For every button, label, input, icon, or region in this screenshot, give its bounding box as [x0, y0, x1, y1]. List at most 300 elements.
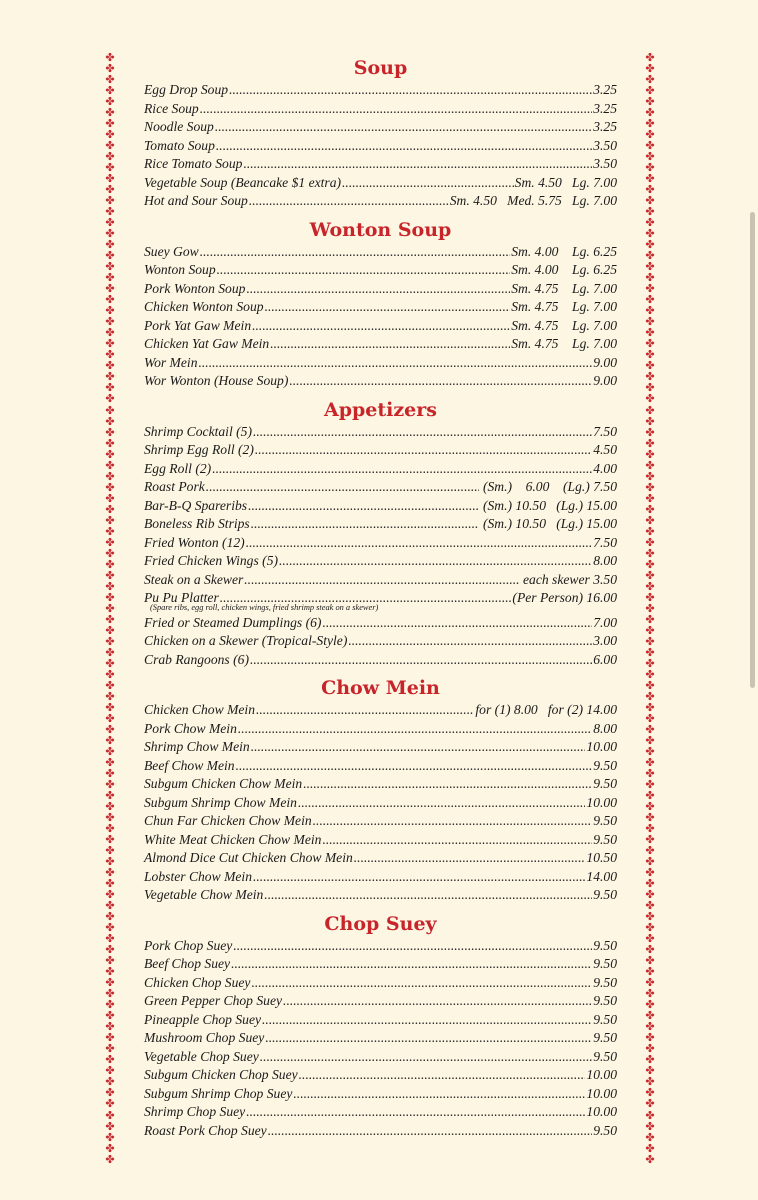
- ornament-icon: ✤: [105, 722, 115, 736]
- dot-leader: [313, 812, 593, 831]
- ornament-icon: ✤: [105, 998, 115, 1012]
- ornament-icon: ✤: [645, 954, 655, 968]
- ornament-icon: ✤: [645, 744, 655, 758]
- menu-item-price: 4.50: [593, 442, 617, 457]
- ornament-icon: ✤: [105, 1031, 115, 1045]
- ornament-icon: ✤: [105, 612, 115, 626]
- menu-item-price: Sm. 4.50 Med. 5.75 Lg. 7.00: [449, 193, 617, 208]
- section-title: Chop Suey: [324, 912, 437, 935]
- menu-item-price: 7.50: [593, 423, 617, 439]
- menu-item-price: 3.25: [593, 82, 617, 97]
- menu-item-name: Beef Chop Suey: [144, 956, 231, 971]
- menu-item-name: Wor Mein: [144, 354, 198, 370]
- menu-item-name: Noodle Soup: [144, 119, 214, 134]
- menu-item-name: Suey Gow: [144, 243, 199, 259]
- menu-item: [144, 137, 617, 156]
- dot-leader: [268, 1122, 593, 1141]
- ornament-icon: ✤: [645, 216, 655, 230]
- ornament-icon: ✤: [105, 1042, 115, 1056]
- dot-leader: [199, 354, 593, 373]
- ornament-icon: ✤: [105, 52, 115, 64]
- ornament-icon: ✤: [105, 711, 115, 725]
- menu-item-row: [144, 243, 617, 262]
- menu-item-price: 7.50: [593, 534, 617, 550]
- menu-item-name: Rice Soup: [144, 100, 199, 116]
- menu-item-row: [144, 552, 617, 571]
- menu-item-row: [144, 937, 617, 956]
- ornament-icon: ✤: [645, 205, 655, 219]
- menu-item-price: (Sm.) 10.50 (Lg.) 15.00: [479, 516, 617, 531]
- right-decorative-border: [644, 52, 656, 1166]
- menu-item-row: [144, 1011, 617, 1030]
- ornament-icon: ✤: [645, 844, 655, 858]
- section-title: Appetizers: [324, 398, 437, 421]
- ornament-icon: ✤: [645, 392, 655, 406]
- ornament-icon: ✤: [105, 1075, 115, 1089]
- dot-leader: [248, 497, 478, 516]
- ornament-icon: ✤: [105, 601, 115, 615]
- ornament-icon: ✤: [645, 778, 655, 792]
- dot-leader: [298, 794, 585, 813]
- ornament-icon: ✤: [105, 216, 115, 230]
- menu-item-price: 9.50: [593, 956, 617, 971]
- menu-item-name: Rice Tomato Soup: [144, 156, 243, 171]
- ornament-icon: ✤: [645, 590, 655, 604]
- menu-item: [144, 192, 617, 211]
- dot-leader: [244, 571, 518, 590]
- ornament-icon: ✤: [105, 1097, 115, 1111]
- ornament-icon: ✤: [105, 403, 115, 417]
- menu-item-name: Chicken Chow Mein: [144, 702, 255, 717]
- dot-leader: [229, 81, 592, 100]
- dot-leader: [253, 868, 585, 887]
- menu-item-name: Mushroom Chop Suey: [144, 1030, 265, 1045]
- menu-item-row: [144, 1085, 617, 1104]
- ornament-icon: ✤: [105, 282, 115, 296]
- menu-item-price: 9.50: [593, 1011, 617, 1027]
- ornament-icon: ✤: [645, 568, 655, 582]
- menu-item-price: 9.50: [593, 974, 617, 990]
- ornament-icon: ✤: [105, 1053, 115, 1067]
- menu-item-row: [144, 372, 617, 391]
- menu-item: [144, 155, 617, 174]
- dot-leader: [231, 955, 592, 974]
- ornament-icon: ✤: [105, 337, 115, 351]
- menu-item-name: Vegetable Chop Suey: [144, 1048, 259, 1064]
- dot-leader: [251, 738, 586, 757]
- ornament-icon: ✤: [645, 326, 655, 340]
- ornament-icon: ✤: [645, 1141, 655, 1155]
- ornament-icon: ✤: [645, 921, 655, 935]
- menu-item-row: [144, 192, 617, 211]
- ornament-icon: ✤: [645, 480, 655, 494]
- ornament-icon: ✤: [105, 117, 115, 131]
- menu-item-price: 3.50: [593, 137, 617, 153]
- menu-item-price: Sm. 4.75 Lg. 7.00: [511, 336, 617, 351]
- ornament-icon: ✤: [645, 425, 655, 439]
- ornament-icon: ✤: [645, 469, 655, 483]
- menu-item: [144, 632, 617, 651]
- ornament-icon: ✤: [105, 425, 115, 439]
- menu-item-price: Sm. 4.75 Lg. 7.00: [511, 299, 617, 314]
- ornament-icon: ✤: [645, 348, 655, 362]
- ornament-icon: ✤: [105, 304, 115, 318]
- menu-item-price: 4.00: [593, 460, 617, 476]
- ornament-icon: ✤: [645, 1064, 655, 1078]
- ornament-icon: ✤: [645, 403, 655, 417]
- dot-leader: [256, 701, 474, 720]
- menu-item: [144, 701, 617, 720]
- menu-item-price: 9.50: [593, 1122, 617, 1138]
- ornament-icon: ✤: [645, 888, 655, 902]
- ornament-icon: ✤: [645, 52, 655, 64]
- ornament-icon: ✤: [105, 557, 115, 571]
- menu-item-row: [144, 812, 617, 831]
- menu-item-name: Pork Wonton Soup: [144, 280, 246, 296]
- menu-item: [144, 571, 617, 590]
- ornament-icon: ✤: [645, 987, 655, 1001]
- ornament-icon: ✤: [645, 491, 655, 505]
- menu-item-name: White Meat Chicken Chow Mein: [144, 831, 322, 847]
- ornament-icon: ✤: [645, 1009, 655, 1023]
- menu-item: [144, 243, 617, 262]
- menu-item: [144, 497, 617, 516]
- menu-item-name: Fried Chicken Wings (5): [144, 553, 279, 568]
- menu-item-price: 7.00: [593, 614, 617, 630]
- scrollbar[interactable]: [750, 212, 755, 688]
- menu-item-name: Subgum Shrimp Chop Suey: [144, 1085, 293, 1101]
- ornament-icon: ✤: [645, 667, 655, 681]
- ornament-icon: ✤: [645, 293, 655, 307]
- menu-item-price: 9.50: [593, 776, 617, 791]
- menu-item-row: [144, 478, 617, 497]
- ornament-icon: ✤: [105, 800, 115, 814]
- menu-item-list: [144, 937, 617, 1141]
- ornament-icon: ✤: [645, 524, 655, 538]
- menu-item-name: Wor Wonton (House Soup): [144, 373, 289, 388]
- menu-item: [144, 614, 617, 633]
- menu-item: [144, 335, 617, 354]
- menu-item-list: [144, 701, 617, 905]
- menu-item-row: [144, 757, 617, 776]
- ornament-icon: ✤: [645, 634, 655, 648]
- menu-item-name: Subgum Chicken Chop Suey: [144, 1067, 298, 1082]
- dot-leader: [348, 632, 592, 651]
- ornament-icon: ✤: [105, 326, 115, 340]
- ornament-icon: ✤: [645, 1031, 655, 1045]
- ornament-icon: ✤: [645, 811, 655, 825]
- menu-item: [144, 317, 617, 336]
- ornament-icon: ✤: [105, 271, 115, 285]
- dot-leader: [216, 137, 592, 156]
- menu-item: [144, 460, 617, 479]
- ornament-icon: ✤: [105, 910, 115, 924]
- menu-item-name: Chicken on a Skewer (Tropical-Style): [144, 633, 348, 648]
- menu-item-row: [144, 317, 617, 336]
- ornament-icon: ✤: [105, 954, 115, 968]
- section-title: Chow Mein: [321, 677, 440, 699]
- menu-item-row: [144, 335, 617, 354]
- ornament-icon: ✤: [645, 998, 655, 1012]
- ornament-icon: ✤: [105, 513, 115, 527]
- ornament-icon: ✤: [645, 260, 655, 274]
- menu-item-name: Bar-B-Q Spareribs: [144, 497, 248, 513]
- menu-item-price: 9.50: [593, 831, 617, 847]
- ornament-icon: ✤: [645, 1119, 655, 1133]
- ornament-icon: ✤: [105, 491, 115, 505]
- ornament-icon: ✤: [645, 623, 655, 637]
- menu-item-name: Egg Roll (2): [144, 460, 212, 476]
- ornament-icon: ✤: [105, 976, 115, 990]
- menu-item-row: [144, 1066, 617, 1085]
- menu-item-price: 9.50: [593, 993, 617, 1008]
- ornament-icon: ✤: [645, 877, 655, 891]
- ornament-icon: ✤: [105, 590, 115, 604]
- dot-leader: [236, 757, 593, 776]
- ornament-icon: ✤: [645, 899, 655, 913]
- menu-item-name: Shrimp Chow Mein: [144, 739, 250, 754]
- ornament-icon: ✤: [105, 789, 115, 803]
- ornament-icon: ✤: [105, 150, 115, 164]
- dot-leader: [250, 651, 592, 670]
- menu-item: [144, 81, 617, 100]
- ornament-icon: ✤: [645, 62, 655, 76]
- dot-leader: [249, 192, 449, 211]
- ornament-icon: ✤: [645, 73, 655, 87]
- ornament-icon: ✤: [105, 73, 115, 87]
- menu-item-row: [144, 632, 617, 651]
- menu-item-name: Subgum Chicken Chow Mein: [144, 776, 303, 791]
- ornament-icon: ✤: [645, 458, 655, 472]
- menu-item-row: [144, 280, 617, 299]
- menu-item-name: Chicken Wonton Soup: [144, 299, 264, 314]
- ornament-icon: ✤: [645, 359, 655, 373]
- dot-leader: [246, 534, 593, 553]
- menu-item-name: Pineapple Chop Suey: [144, 1011, 262, 1027]
- ornament-icon: ✤: [645, 447, 655, 461]
- ornament-icon: ✤: [105, 502, 115, 516]
- ornament-icon: ✤: [105, 877, 115, 891]
- ornament-icon: ✤: [105, 1152, 115, 1166]
- ornament-icon: ✤: [105, 888, 115, 902]
- ornament-icon: ✤: [105, 579, 115, 593]
- ornament-icon: ✤: [105, 1086, 115, 1100]
- menu-item-row: [144, 868, 617, 887]
- menu-item: [144, 937, 617, 956]
- menu-item: [144, 1011, 617, 1030]
- ornament-icon: ✤: [105, 348, 115, 362]
- menu-item-price: 9.50: [593, 813, 617, 828]
- ornament-icon: ✤: [645, 139, 655, 153]
- menu-item-row: [144, 100, 617, 119]
- ornament-icon: ✤: [645, 601, 655, 615]
- menu-item-price: Sm. 4.00 Lg. 6.25: [511, 262, 617, 277]
- menu-item-name: Shrimp Chop Suey: [144, 1104, 246, 1119]
- ornament-icon: ✤: [105, 359, 115, 373]
- ornament-icon: ✤: [645, 95, 655, 109]
- ornament-icon: ✤: [105, 623, 115, 637]
- dot-leader: [252, 317, 510, 336]
- menu-item-price: 9.00: [593, 373, 617, 388]
- ornament-icon: ✤: [105, 1130, 115, 1144]
- ornament-icon: ✤: [645, 1097, 655, 1111]
- menu-item-row: [144, 1048, 617, 1067]
- ornament-icon: ✤: [645, 1152, 655, 1166]
- ornament-icon: ✤: [105, 932, 115, 946]
- menu-item-row: [144, 849, 617, 868]
- menu-item: [144, 1029, 617, 1048]
- menu-item-price: 8.00: [593, 720, 617, 736]
- ornament-icon: ✤: [645, 414, 655, 428]
- ornament-icon: ✤: [105, 205, 115, 219]
- menu-item-price: 3.50: [593, 156, 617, 171]
- dot-leader: [260, 1048, 592, 1067]
- menu-item-price: 10.00: [586, 739, 617, 754]
- menu-item-name: Hot and Sour Soup: [144, 193, 248, 208]
- menu-item: [144, 552, 617, 571]
- dot-leader: [265, 1029, 592, 1048]
- ornament-icon: ✤: [105, 535, 115, 549]
- dot-leader: [251, 515, 479, 534]
- ornament-icon: ✤: [105, 172, 115, 186]
- ornament-icon: ✤: [105, 293, 115, 307]
- menu-item-price: 9.00: [593, 354, 617, 370]
- ornament-icon: ✤: [105, 183, 115, 197]
- ornament-icon: ✤: [105, 249, 115, 263]
- menu-item: [144, 974, 617, 993]
- ornament-icon: ✤: [645, 1130, 655, 1144]
- dot-leader: [206, 478, 479, 497]
- ornament-icon: ✤: [105, 546, 115, 560]
- ornament-icon: ✤: [105, 1108, 115, 1122]
- dot-leader: [342, 174, 514, 193]
- menu-item: [144, 831, 617, 850]
- ornament-icon: ✤: [645, 557, 655, 571]
- menu-item: [144, 1122, 617, 1141]
- ornament-icon: ✤: [105, 1020, 115, 1034]
- menu-item-price: (Sm.) 10.50 (Lg.) 15.00: [479, 497, 617, 513]
- menu-item-list: [144, 423, 617, 670]
- menu-item-row: [144, 497, 617, 516]
- menu-item-price: 10.00: [586, 1067, 617, 1082]
- ornament-icon: ✤: [105, 260, 115, 274]
- menu-item-row: [144, 720, 617, 739]
- menu-item-price: Sm. 4.75 Lg. 7.00: [511, 280, 617, 296]
- ornament-icon: ✤: [645, 194, 655, 208]
- menu-item-row: [144, 118, 617, 137]
- menu-item-price: 9.50: [593, 757, 617, 773]
- menu-item-row: [144, 614, 617, 633]
- ornament-icon: ✤: [645, 502, 655, 516]
- dot-leader: [233, 937, 592, 956]
- menu-item: [144, 757, 617, 776]
- ornament-icon: ✤: [645, 513, 655, 527]
- dot-leader: [212, 460, 592, 479]
- dot-leader: [243, 155, 592, 174]
- menu-item: [144, 423, 617, 442]
- menu-item: [144, 280, 617, 299]
- dot-leader: [322, 614, 592, 633]
- ornament-icon: ✤: [105, 469, 115, 483]
- dot-leader: [293, 1085, 585, 1104]
- dot-leader: [289, 372, 592, 391]
- menu-item-name: Vegetable Chow Mein: [144, 887, 264, 902]
- ornament-icon: ✤: [645, 183, 655, 197]
- menu-item-row: [144, 137, 617, 156]
- menu-item-row: [144, 831, 617, 850]
- menu-item-row: [144, 354, 617, 373]
- ornament-icon: ✤: [645, 789, 655, 803]
- menu-item-row: [144, 515, 617, 534]
- menu-item: [144, 174, 617, 193]
- menu-item: [144, 1066, 617, 1085]
- ornament-icon: ✤: [105, 645, 115, 659]
- ornament-icon: ✤: [105, 833, 115, 847]
- menu-item-name: Chicken Chop Suey: [144, 974, 251, 990]
- menu-item-price: Sm. 4.75 Lg. 7.00: [511, 317, 617, 333]
- ornament-icon: ✤: [645, 645, 655, 659]
- menu-item-price: 3.00: [593, 633, 617, 648]
- ornament-icon: ✤: [645, 161, 655, 175]
- menu-item-name: Crab Rangoons (6): [144, 651, 249, 667]
- ornament-icon: ✤: [105, 128, 115, 142]
- menu-item: [144, 720, 617, 739]
- menu-item-row: [144, 886, 617, 905]
- dot-leader: [265, 298, 511, 317]
- ornament-icon: ✤: [105, 1064, 115, 1078]
- ornament-icon: ✤: [105, 921, 115, 935]
- menu-item: [144, 589, 617, 614]
- ornament-icon: ✤: [645, 700, 655, 714]
- ornament-icon: ✤: [105, 700, 115, 714]
- menu-item-price: Sm. 4.00 Lg. 6.25: [511, 243, 617, 259]
- menu-item-price: 10.50: [586, 850, 617, 865]
- menu-item-name: Egg Drop Soup: [144, 82, 229, 97]
- ornament-icon: ✤: [105, 524, 115, 538]
- menu-item: [144, 849, 617, 868]
- ornament-icon: ✤: [105, 414, 115, 428]
- ornament-icon: ✤: [105, 965, 115, 979]
- ornament-icon: ✤: [645, 976, 655, 990]
- ornament-icon: ✤: [645, 767, 655, 781]
- menu-item-row: [144, 534, 617, 553]
- menu-item-name: Shrimp Egg Roll (2): [144, 442, 254, 457]
- menu-item-row: [144, 1029, 617, 1048]
- menu-item: [144, 515, 617, 534]
- ornament-icon: ✤: [105, 767, 115, 781]
- ornament-icon: ✤: [105, 381, 115, 395]
- menu-item-name: Fried or Steamed Dumplings (6): [144, 614, 322, 630]
- menu-item-row: [144, 423, 617, 442]
- menu-item: [144, 812, 617, 831]
- menu-item: [144, 441, 617, 460]
- ornament-icon: ✤: [645, 800, 655, 814]
- menu-item-price: 9.50: [593, 1030, 617, 1045]
- menu-item-name: Chicken Yat Gaw Mein: [144, 336, 270, 351]
- menu-item-price: 14.00: [586, 868, 617, 884]
- ornament-icon: ✤: [645, 315, 655, 329]
- ornament-icon: ✤: [105, 447, 115, 461]
- menu-item-name: Pork Chow Mein: [144, 720, 237, 736]
- menu-item-note: (Spare ribs, egg roll, chicken wings, fried shrimp steak on a skewer): [150, 602, 379, 612]
- ornament-icon: ✤: [105, 62, 115, 76]
- ornament-icon: ✤: [105, 733, 115, 747]
- menu-item-name: Subgum Shrimp Chow Mein: [144, 794, 297, 810]
- menu-item: [144, 298, 617, 317]
- ornament-icon: ✤: [645, 855, 655, 869]
- ornament-icon: ✤: [105, 480, 115, 494]
- ornament-icon: ✤: [645, 106, 655, 120]
